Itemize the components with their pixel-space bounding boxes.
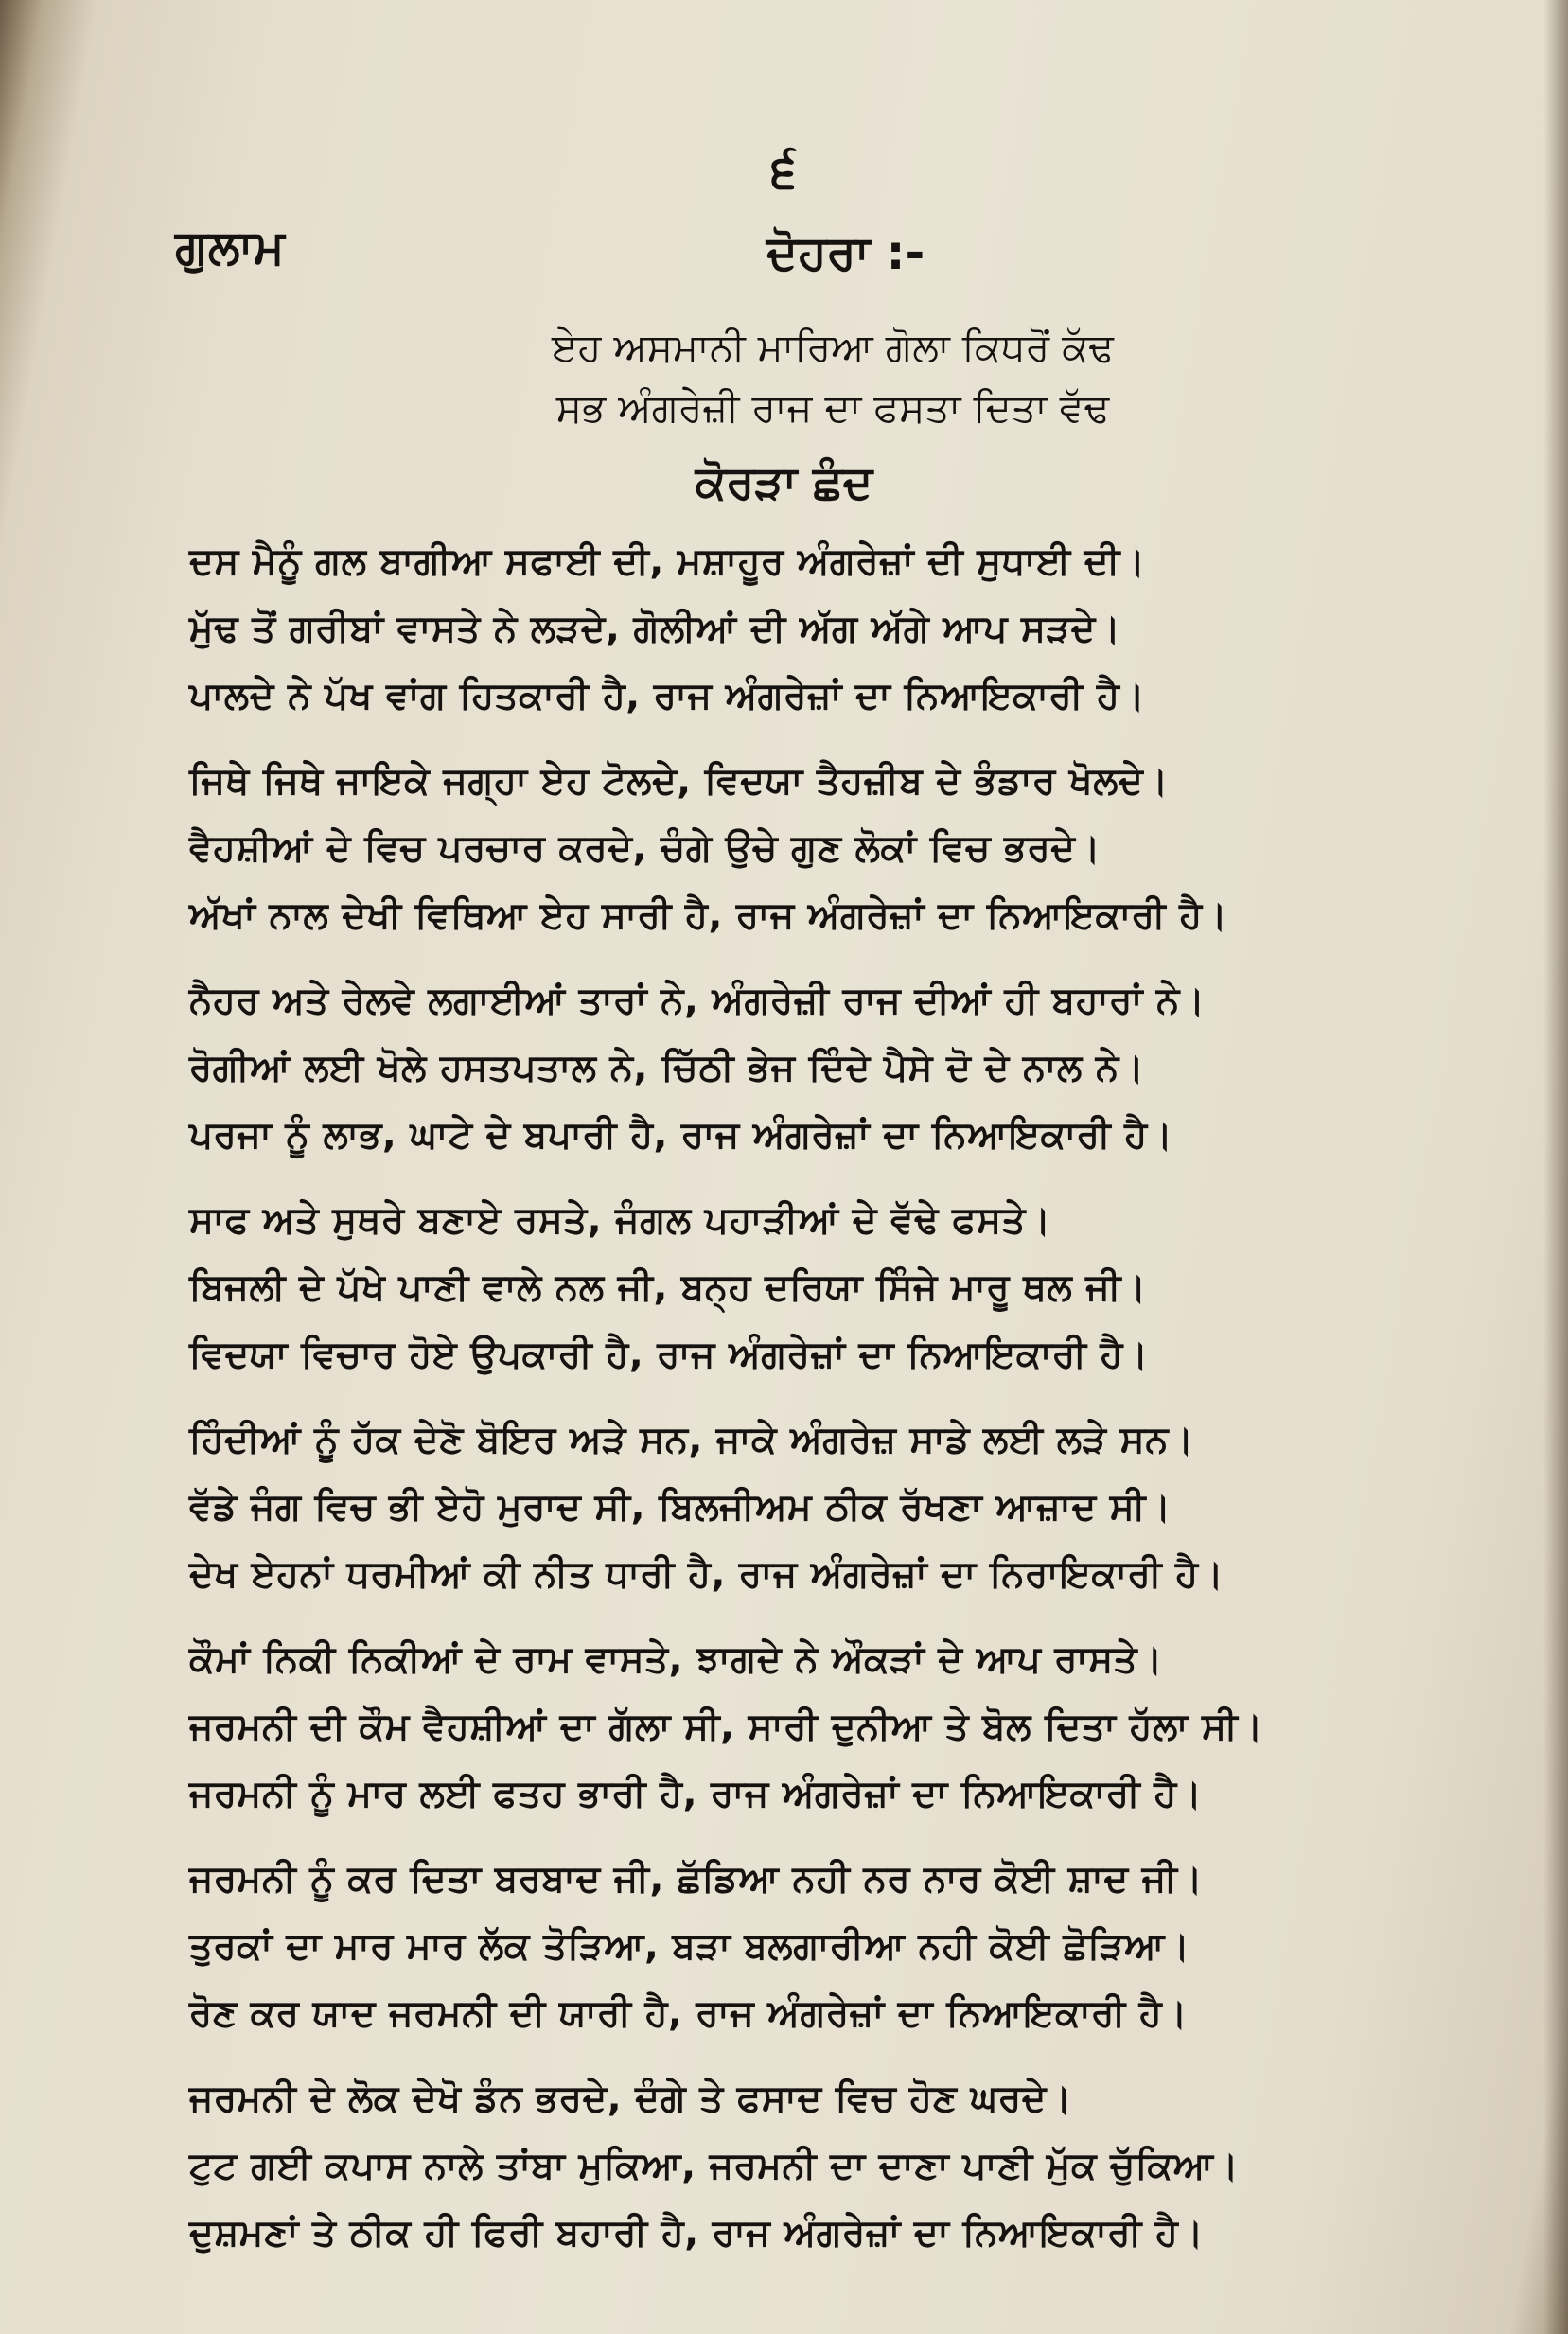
stanza (189, 1187, 1495, 1388)
verse-line: ਦੁਸ਼ਮਣਾਂ ਤੇ ਠੀਕ ਹੀ ਫਿਰੀ ਬਹਾਰੀ ਹੈ, ਰਾਜ ਅੰਗਰੇਜ਼ਾਂ ਦਾ ਨਿਆਇਕਾਰੀ ਹੈ। (189, 2212, 1205, 2254)
verse-line: ਪਰਜਾ ਨੂੰ ਲਾਭ, ਘਾਟੇ ਦੇ ਬਪਾਰੀ ਹੈ, ਰਾਜ ਅੰਗਰੇਜ਼ਾਂ ਦਾ ਨਿਆਇਕਾਰੀ ਹੈ। (189, 1114, 1173, 1157)
couplet-line: ਸਭ ਅੰਗਰੇਜ਼ੀ ਰਾਜ ਦਾ ਫਸਤਾ ਦਿਤਾ ਵੱਢ (555, 385, 1110, 431)
stanza (189, 1406, 1495, 1608)
stanza (189, 1626, 1495, 1828)
speaker-label: ਗੁਲਾਮ (175, 220, 285, 274)
page-number: ੬ (771, 142, 797, 199)
page-edge-shadow (1543, 0, 1568, 2334)
verse-line: ਟੁਟ ਗਈ ਕਪਾਸ ਨਾਲੇ ਤਾਂਬਾ ਮੁਕਿਆ, ਜਰਮਨੀ ਦਾ ਦਾਣਾ ਪਾਣੀ ਮੁੱਕ ਚੁੱਕਿਆ। (189, 2145, 1240, 2187)
doha-couplet (360, 317, 1306, 438)
verse-line: ਵੱਡੇ ਜੰਗ ਵਿਚ ਭੀ ਏਹੋ ਮੁਰਾਦ ਸੀ, ਬਿਲਜੀਅਮ ਠੀਕ ਰੱਖਣਾ ਆਜ਼ਾਦ ਸੀ। (189, 1486, 1172, 1529)
verse-line: ਦਸ ਮੈਨੂੰ ਗਲ ਬਾਗੀਆ ਸਫਾਈ ਦੀ, ਮਸ਼ਾਹੂਰ ਅੰਗਰੇਜ਼ਾਂ ਦੀ ਸੁਧਾਈ ਦੀ। (189, 540, 1146, 583)
stanza (189, 1846, 1495, 2047)
verse-line: ਰੋਗੀਆਂ ਲਈ ਖੋਲੇ ਹਸਤਪਤਾਲ ਨੇ, ਚਿੱਠੀ ਭੇਜ ਦਿੰਦੇ ਪੈਸੇ ਦੋ ਦੇ ਨਾਲ ਨੇ। (189, 1047, 1145, 1089)
verse-line: ਤੁਰਕਾਂ ਦਾ ਮਾਰ ਮਾਰ ਲੱਕ ਤੋੜਿਆ, ਬੜਾ ਬਲਗਾਰੀਆ ਨਹੀ ਕੋਈ ਛੋੜਿਆ। (189, 1925, 1190, 1968)
verse-line: ਜਿਥੇ ਜਿਥੇ ਜਾਇਕੇ ਜਗ੍ਹਾ ਏਹ ਟੋਲਦੇ, ਵਿਦਯਾ ਤੈਹਜ਼ੀਬ ਦੇ ਭੰਡਾਰ ਖੋਲਦੇ। (189, 760, 1170, 803)
verse-line: ਵੈਹਸ਼ੀਆਂ ਦੇ ਵਿਚ ਪਰਚਾਰ ਕਰਦੇ, ਚੰਗੇ ਉਚੇ ਗੁਣ ਲੋਕਾਂ ਵਿਚ ਭਰਦੇ। (189, 827, 1101, 870)
verse-line: ਸਾਫ ਅਤੇ ਸੁਥਰੇ ਬਣਾਏ ਰਸਤੇ, ਜੰਗਲ ਪਹਾੜੀਆਂ ਦੇ ਵੱਢੇ ਫਸਤੇ। (189, 1199, 1051, 1242)
verse-line: ਬਿਜਲੀ ਦੇ ਪੱਖੇ ਪਾਣੀ ਵਾਲੇ ਨਲ ਜੀ, ਬਨ੍ਹ ਦਰਿਯਾ ਸਿੰਜੇ ਮਾਰੂ ਥਲ ਜੀ। (189, 1266, 1147, 1309)
verse-line: ਜਰਮਨੀ ਨੂੰ ਕਰ ਦਿਤਾ ਬਰਬਾਦ ਜੀ, ਛੱਡਿਆ ਨਹੀ ਨਰ ਨਾਰ ਕੋਈ ਸ਼ਾਦ ਜੀ। (189, 1858, 1204, 1901)
verse-line: ਨੈਹਰ ਅਤੇ ਰੇਲਵੇ ਲਗਾਈਆਂ ਤਾਰਾਂ ਨੇ, ਅੰਗਰੇਜ਼ੀ ਰਾਜ ਦੀਆਂ ਹੀ ਬਹਾਰਾਂ ਨੇ। (189, 980, 1206, 1022)
verse-line: ਮੁੱਢ ਤੋਂ ਗਰੀਬਾਂ ਵਾਸਤੇ ਨੇ ਲੜਦੇ, ਗੋਲੀਆਂ ਦੀ ਅੱਗ ਅੱਗੇ ਆਪ ਸੜਦੇ। (189, 608, 1121, 650)
stanza (189, 967, 1495, 1169)
stanza (189, 2065, 1495, 2267)
verse-line: ਦੇਖ ਏਹਨਾਂ ਧਰਮੀਆਂ ਕੀ ਨੀਤ ਧਾਰੀ ਹੈ, ਰਾਜ ਅੰਗਰੇਜ਼ਾਂ ਦਾ ਨਿਰਾਇਕਾਰੀ ਹੈ। (189, 1553, 1224, 1596)
verse-line: ਕੌਮਾਂ ਨਿਕੀ ਨਿਕੀਆਂ ਦੇ ਰਾਮ ਵਾਸਤੇ, ਝਾਗਦੇ ਨੇ ਔਕੜਾਂ ਦੇ ਆਪ ਰਾਸਤੇ। (189, 1638, 1163, 1681)
verse-line: ਜਰਮਨੀ ਦੀ ਕੌਮ ਵੈਹਸ਼ੀਆਂ ਦਾ ਗੱਲਾ ਸੀ, ਸਾਰੀ ਦੁਨੀਆ ਤੇ ਬੋਲ ਦਿਤਾ ਹੱਲਾ ਸੀ। (189, 1706, 1264, 1748)
couplet-line: ਏਹ ਅਸਮਾਨੀ ਮਾਰਿਆ ਗੋਲਾ ਕਿਧਰੋਂ ਕੱਢ (552, 325, 1114, 370)
verse-block (189, 528, 1495, 2285)
verse-line: ਪਾਲਦੇ ਨੇ ਪੱਖ ਵਾਂਗ ਹਿਤਕਾਰੀ ਹੈ, ਰਾਜ ਅੰਗਰੇਜ਼ਾਂ ਦਾ ਨਿਆਇਕਾਰੀ ਹੈ। (189, 675, 1146, 717)
chhand-heading: ਕੋਰੜਾ ਛੰਦ (695, 456, 873, 509)
verse-line: ਜਰਮਨੀ ਨੂੰ ਮਾਰ ਲਈ ਫਤਹ ਭਾਰੀ ਹੈ, ਰਾਜ ਅੰਗਰੇਜ਼ਾਂ ਦਾ ਨਿਆਇਕਾਰੀ ਹੈ। (189, 1773, 1203, 1815)
verse-line: ਜਰਮਨੀ ਦੇ ਲੋਕ ਦੇਖੋ ਡੰਨ ਭਰਦੇ, ਦੰਗੇ ਤੇ ਫਸਾਦ ਵਿਚ ਹੋਣ ਘਰਦੇ। (189, 2078, 1072, 2120)
verse-line: ਹਿੰਦੀਆਂ ਨੂੰ ਹੱਕ ਦੇਣੋ ਬੋਇਰ ਅੜੇ ਸਨ, ਜਾਕੇ ਅੰਗਰੇਜ਼ ਸਾਡੇ ਲਈ ਲੜੇ ਸਨ। (189, 1419, 1194, 1461)
stanza (189, 748, 1495, 949)
verse-line: ਵਿਦਯਾ ਵਿਚਾਰ ਹੋਏ ਉਪਕਾਰੀ ਹੈ, ਰਾਜ ਅੰਗਰੇਜ਼ਾਂ ਦਾ ਨਿਆਇਕਾਰੀ ਹੈ। (189, 1334, 1149, 1376)
verse-line: ਅੱਖਾਂ ਨਾਲ ਦੇਖੀ ਵਿਥਿਆ ਏਹ ਸਾਰੀ ਹੈ, ਰਾਜ ਅੰਗਰੇਜ਼ਾਂ ਦਾ ਨਿਆਇਕਾਰੀ ਹੈ। (189, 894, 1228, 937)
doha-heading: ਦੋਹਰਾ :- (766, 225, 925, 280)
verse-line: ਰੋਣ ਕਰ ਯਾਦ ਜਰਮਨੀ ਦੀ ਯਾਰੀ ਹੈ, ਰਾਜ ਅੰਗਰੇਜ਼ਾਂ ਦਾ ਨਿਆਇਕਾਰੀ ਹੈ। (189, 1992, 1189, 2035)
stanza (189, 528, 1495, 730)
